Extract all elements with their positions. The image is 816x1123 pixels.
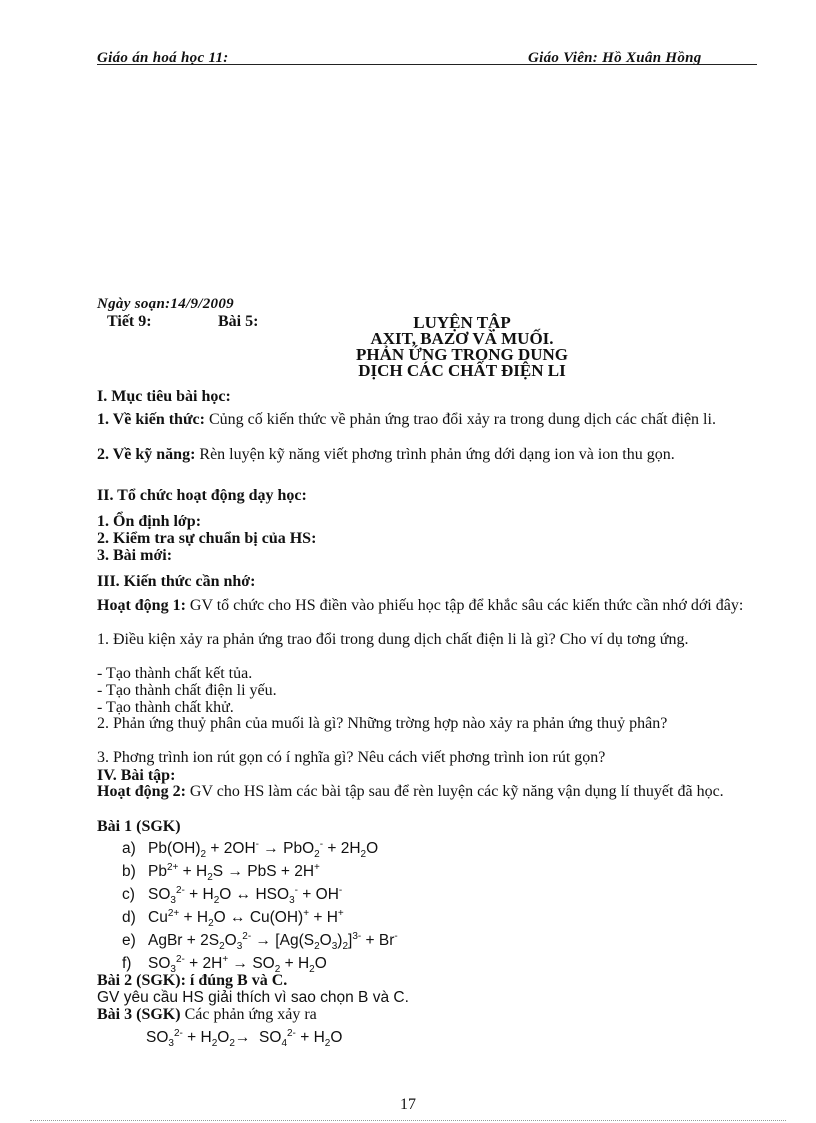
exercise-2-title: Bài 2 (SGK): í đúng B và C. <box>97 972 288 989</box>
page-number: 17 <box>400 1096 416 1113</box>
condition-3: - Tạo thành chất khử. <box>97 699 234 716</box>
section-3-heading: III. Kiến thức cần nhớ: <box>97 573 256 590</box>
activity-2 <box>97 784 759 800</box>
equation-label: d) <box>122 909 136 926</box>
lesson-period: Tiết 9: <box>107 313 152 330</box>
skill-text: Rèn luyện kỹ năng viết phơng trình phản ứng dới dạng ion và ion thu gọn. <box>195 446 675 463</box>
exercise-3-equation: $SO_3^{2-} + H_2O_2\to SO_4^{2-} + H_2O$ <box>146 1027 343 1050</box>
equation-f: f) $SO_3^{2-} + 2H^+ \to SO_2 + H_2O$ <box>122 953 327 976</box>
title-line-4: DỊCH CÁC CHẤT ĐIỆN LI <box>358 361 566 380</box>
skill-label: 2. Về kỹ năng: <box>97 446 196 463</box>
equation-label: b) <box>122 863 136 880</box>
equation-label: c) <box>122 886 135 903</box>
title-line-3: PHẢN ỨNG TRONG DUNG <box>355 345 569 364</box>
activity-1-label: Hoạt động 1: <box>97 597 186 614</box>
condition-2: - Tạo thành chất điện li yếu. <box>97 682 277 699</box>
knowledge-goal <box>97 412 759 428</box>
knowledge-text: Củng cố kiến thức về phản ứng trao đổi xảy ra trong dung dịch các chất điện li. <box>204 411 716 428</box>
title-line-2: AXIT, BAZƠ VÀ MUỐI. <box>370 329 554 348</box>
equation-c: c) $SO_3^{2-} + H_2O$ ↔ $HSO_3^- + OH^-$ <box>122 884 343 907</box>
section-1-heading: I. Mục tiêu bài học: <box>97 388 231 405</box>
header-rule <box>97 64 757 65</box>
equation-label: f) <box>122 955 132 972</box>
header-right: Giáo Viên: Hồ Xuân Hồng <box>528 50 702 66</box>
activity-1 <box>97 598 759 614</box>
exercise-3-text: Các phản ứng xảy ra <box>180 1006 317 1023</box>
activity-1-text: GV tổ chức cho HS điền vào phiếu học tập để khắc sâu các kiến thức cần nhớ dới đây: <box>185 597 744 614</box>
title-line-1: LUYỆN TẬP <box>413 313 511 332</box>
skill-goal <box>97 447 759 463</box>
activity-2-text: GV cho HS làm các bài tập sau để rèn luyện các kỹ năng vận dụng lí thuyết đã học. <box>185 783 724 800</box>
equation-e: e) AgBr + $2S_2O_3^{2-} \to [Ag(S_2O_3)_2]^{3-} + Br^-$ <box>122 930 398 953</box>
lesson-title <box>262 315 662 379</box>
step-3: 3. Bài mới: <box>97 547 173 564</box>
knowledge-label: 1. Về kiến thức: <box>97 411 205 428</box>
question-1: 1. Điều kiện xảy ra phản ứng trao đổi trong dung dịch chất điện li là gì? Cho ví dụ tơng ứng. <box>97 631 689 648</box>
equation-label: e) <box>122 932 136 949</box>
question-3: 3. Phơng trình ion rút gọn có í nghĩa gì? Nêu cách viết phơng trình ion rút gọn? <box>97 749 606 766</box>
activity-2-label: Hoạt động 2: <box>97 783 186 800</box>
step-1: 1. Ổn định lớp: <box>97 513 202 530</box>
lesson-date: Ngày soạn:14/9/2009 <box>97 296 234 312</box>
equation-a: a) $Pb(OH)_2 + 2OH^- \to PbO_2^- + 2H_2O$ <box>122 838 379 861</box>
exercise-2-text: GV yêu cầu HS giải thích vì sao chọn B và C. <box>97 989 409 1006</box>
equation-b: b) $Pb^{2+} + H_2S$ → PbS + 2H+ <box>122 861 320 884</box>
footer-divider <box>30 1120 786 1121</box>
section-4-heading: IV. Bài tập: <box>97 767 176 784</box>
step-2: 2. Kiểm tra sự chuẩn bị của HS: <box>97 530 317 547</box>
lesson-number: Bài 5: <box>218 313 259 330</box>
exercise-1-title: Bài 1 (SGK) <box>97 818 181 835</box>
equation-d: d) $Cu^{2+} + H_2O$ ↔ Cu(OH)+ + H+ <box>122 907 344 930</box>
exercise-3-label: Bài 3 (SGK) <box>97 1006 181 1023</box>
exercise-3 <box>97 1006 317 1023</box>
section-2-heading: II. Tổ chức hoạt động dạy học: <box>97 487 307 504</box>
question-2: 2. Phản ứng thuỷ phân của muối là gì? Những trờng hợp nào xảy ra phản ứng thuỷ phân? <box>97 715 668 732</box>
condition-1: - Tạo thành chất kết tủa. <box>97 665 253 682</box>
header-left: Giáo án hoá học 11: <box>97 50 229 66</box>
equation-label: a) <box>122 840 136 857</box>
